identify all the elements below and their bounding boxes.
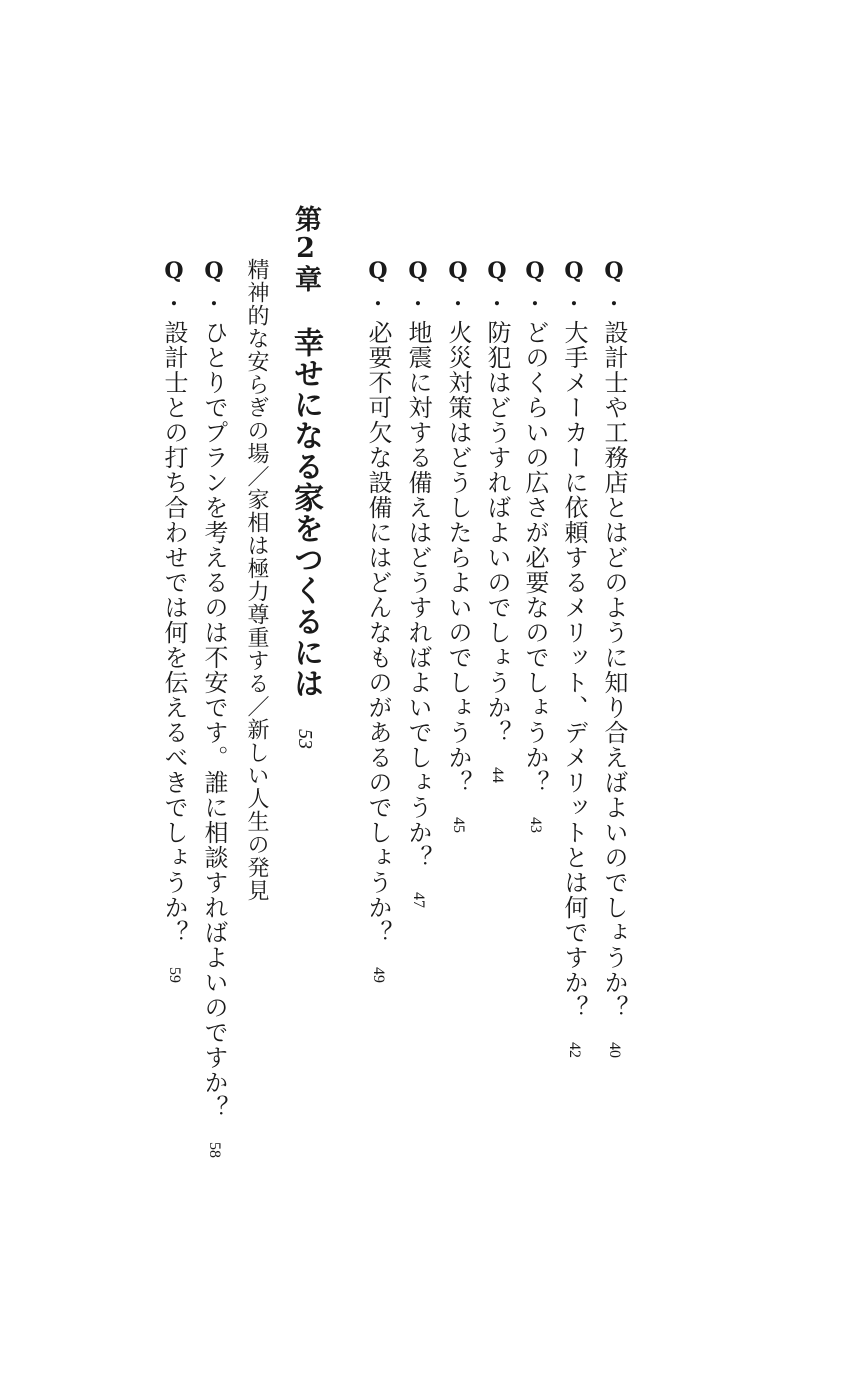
toc-entry-text: 必要不可欠な設備にはどんなものがあるのでしょうか？	[364, 320, 392, 945]
chapter-heading[interactable]	[285, 205, 325, 749]
toc-entry-text: 火災対策はどうしたらよいのでしょうか？	[444, 320, 472, 795]
toc-entry[interactable]	[157, 258, 191, 983]
toc-entry[interactable]	[441, 258, 475, 833]
toc-entry[interactable]	[557, 258, 591, 1058]
page-number: 45	[450, 817, 467, 833]
toc-entry[interactable]	[597, 258, 631, 1058]
page-number: 42	[566, 1042, 583, 1058]
q-marker: Q.	[522, 258, 548, 312]
page-number: 40	[606, 1042, 623, 1058]
page-number: 44	[489, 767, 506, 783]
page-number: 59	[166, 967, 183, 983]
chapter-title: 幸せになる家をつくるには	[288, 327, 323, 699]
page-number: 49	[370, 967, 387, 983]
q-marker: Q.	[445, 258, 471, 312]
toc-entry[interactable]	[518, 258, 552, 833]
q-marker: Q.	[484, 258, 510, 312]
toc-entry-text: 大手メーカーに依頼するメリット、デメリットとは何ですか？	[560, 320, 588, 1020]
toc-entry[interactable]	[401, 258, 435, 908]
chapter-page-number: 53	[294, 729, 316, 749]
toc-entry-text: ひとりでプランを考えるのは不安です。誰に相談すればよいのですか？	[200, 320, 228, 1120]
toc-entry-text: どのくらいの広さが必要なのでしょうか？	[521, 320, 549, 795]
q-marker: Q.	[561, 258, 587, 312]
toc-entry-text: 地震に対する備えはどうすればよいでしょうか？	[404, 320, 432, 870]
q-marker: Q.	[201, 258, 227, 312]
toc-entry[interactable]	[197, 258, 231, 1158]
q-marker: Q.	[405, 258, 431, 312]
page-number: 47	[410, 892, 427, 908]
toc-entry-text: 防犯はどうすればよいのでしょうか？	[483, 320, 511, 745]
toc-entry[interactable]	[361, 258, 395, 983]
q-marker: Q.	[161, 258, 187, 312]
toc-entry-text: 設計士や工務店とはどのように知り合えばよいのでしょうか？	[600, 320, 628, 1020]
toc-entry[interactable]	[480, 258, 514, 783]
toc-entry-text: 設計士との打ち合わせでは何を伝えるべきでしょうか？	[160, 320, 188, 945]
page-number: 58	[206, 1142, 223, 1158]
chapter-subtitle: 精神的な安らぎの場／家相は極力尊重する／新しい人生の発見	[244, 258, 269, 902]
q-marker: Q.	[365, 258, 391, 312]
q-marker: Q.	[601, 258, 627, 312]
page-number: 43	[527, 817, 544, 833]
chapter-label: 第2章	[290, 205, 321, 293]
